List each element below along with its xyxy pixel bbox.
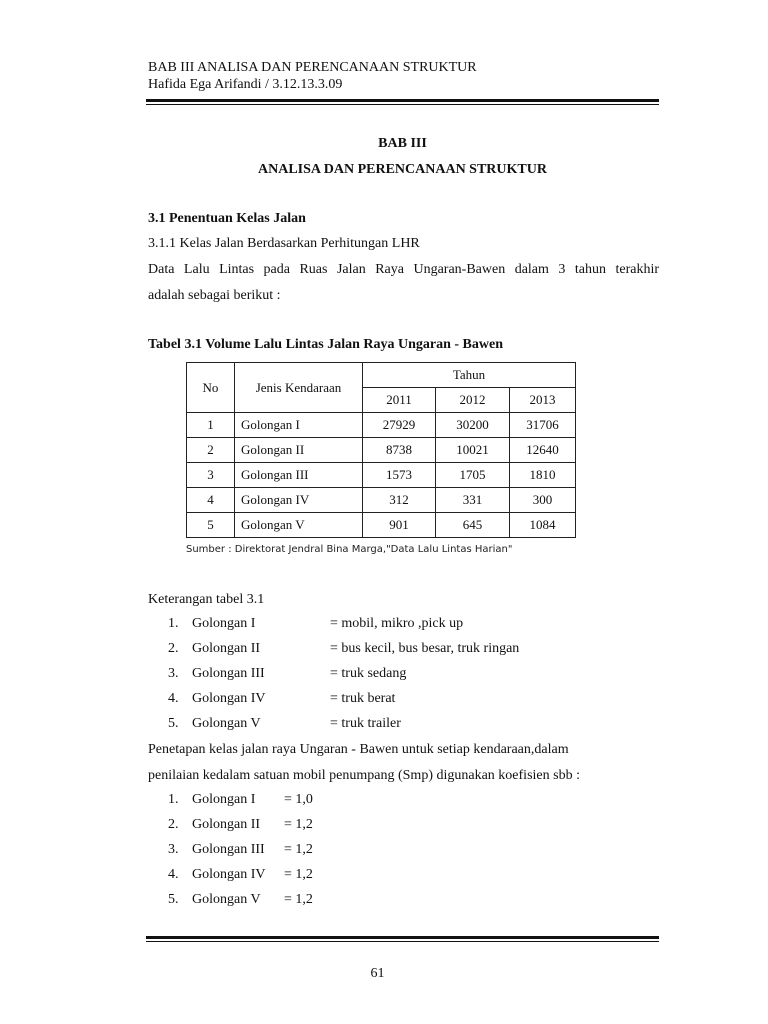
cell-2012: 331 — [436, 488, 510, 513]
list-item — [168, 716, 648, 741]
cell-2011: 901 — [363, 513, 436, 538]
item-number: 3. — [168, 842, 179, 857]
cell-no: 1 — [187, 413, 235, 438]
penetapan-line-1: Penetapan kelas jalan raya Ungaran - Bawen untuk setiap kendaraan,dalam — [148, 742, 569, 757]
list-item — [168, 817, 468, 842]
cell-2013: 1810 — [510, 463, 576, 488]
cell-no: 5 — [187, 513, 235, 538]
paragraph-line-2: adalah sebagai berikut : — [148, 288, 281, 303]
cell-no: 3 — [187, 463, 235, 488]
keterangan-list — [168, 616, 648, 741]
paragraph-word: Raya — [375, 262, 404, 277]
item-label: Golongan I — [192, 616, 256, 631]
item-desc: = mobil, mikro ,pick up — [330, 616, 464, 631]
item-label: Golongan II — [192, 641, 261, 656]
page-number: 61 — [370, 966, 385, 981]
item-label: Golongan III — [192, 842, 265, 857]
paragraph-word: dalam — [514, 262, 549, 277]
cell-2013: 31706 — [510, 413, 576, 438]
item-desc: = truk trailer — [330, 716, 401, 731]
table-source: Sumber : Direktorat Jendral Bina Marga,"Data Lalu Lintas Harian" — [186, 544, 513, 555]
header-rule-thick — [146, 99, 659, 102]
cell-2012: 30200 — [436, 413, 510, 438]
item-value: = 1,0 — [284, 792, 313, 807]
running-header-title: BAB III ANALISA DAN PERENCANAAN STRUKTUR — [148, 60, 477, 75]
keterangan-title: Keterangan tabel 3.1 — [148, 592, 265, 607]
paragraph-word: 3 — [558, 262, 566, 277]
table-row — [187, 488, 576, 513]
subsection-heading: 3.1.1 Kelas Jalan Berdasarkan Perhitungan LHR — [148, 236, 420, 251]
table-row — [187, 513, 576, 538]
cell-2013: 300 — [510, 488, 576, 513]
item-number: 2. — [168, 641, 179, 656]
list-item — [168, 691, 648, 716]
cell-no: 4 — [187, 488, 235, 513]
paragraph-word: Lalu — [183, 262, 210, 277]
footer-rule-thick — [146, 936, 659, 939]
paragraph-line-1 — [148, 262, 659, 278]
cell-no: 2 — [187, 438, 235, 463]
item-label: Golongan I — [192, 792, 256, 807]
chapter-title: ANALISA DAN PERENCANAAN STRUKTUR — [258, 162, 547, 177]
item-number: 5. — [168, 716, 179, 731]
item-label: Golongan V — [192, 716, 261, 731]
table-caption: Tabel 3.1 Volume Lalu Lintas Jalan Raya Ungaran - Bawen — [148, 337, 503, 352]
paragraph-word: terakhir — [615, 262, 659, 277]
koefisien-list — [168, 792, 468, 917]
item-label: Golongan V — [192, 892, 261, 907]
running-header-author: Hafida Ega Arifandi / 3.12.13.3.09 — [148, 77, 343, 92]
item-label: Golongan II — [192, 817, 261, 832]
cell-2011: 8738 — [363, 438, 436, 463]
section-heading: 3.1 Penentuan Kelas Jalan — [148, 211, 306, 226]
header-tahun: Tahun — [363, 363, 576, 388]
chapter-label: BAB III — [378, 136, 427, 151]
cell-jenis: Golongan V — [235, 513, 363, 538]
item-number: 4. — [168, 867, 179, 882]
table-row — [187, 413, 576, 438]
cell-jenis: Golongan II — [235, 438, 363, 463]
item-value: = 1,2 — [284, 842, 313, 857]
cell-2012: 645 — [436, 513, 510, 538]
item-value: = 1,2 — [284, 817, 313, 832]
item-number: 5. — [168, 892, 179, 907]
header-year-2011: 2011 — [363, 388, 436, 413]
paragraph-word: Data — [148, 262, 175, 277]
item-number: 3. — [168, 666, 179, 681]
cell-jenis: Golongan III — [235, 463, 363, 488]
item-desc: = bus kecil, bus besar, truk ringan — [330, 641, 520, 656]
item-value: = 1,2 — [284, 867, 313, 882]
traffic-volume-table — [186, 362, 576, 538]
list-item — [168, 842, 468, 867]
table-row — [187, 438, 576, 463]
header-no: No — [187, 363, 235, 413]
paragraph-word: Lintas — [219, 262, 255, 277]
cell-2013: 1084 — [510, 513, 576, 538]
cell-2012: 10021 — [436, 438, 510, 463]
item-label: Golongan IV — [192, 867, 266, 882]
item-number: 2. — [168, 817, 179, 832]
paragraph-word: Ungaran-Bawen — [413, 262, 506, 277]
cell-2011: 1573 — [363, 463, 436, 488]
item-desc: = truk sedang — [330, 666, 407, 681]
table-row — [187, 463, 576, 488]
paragraph-word: tahun — [574, 262, 606, 277]
penetapan-line-2: penilaian kedalam satuan mobil penumpang (Smp) digunakan koefisien sbb : — [148, 768, 580, 783]
item-label: Golongan IV — [192, 691, 266, 706]
item-value: = 1,2 — [284, 892, 313, 907]
paragraph-word: Jalan — [336, 262, 366, 277]
paragraph-word: pada — [263, 262, 290, 277]
cell-2011: 312 — [363, 488, 436, 513]
list-item — [168, 867, 468, 892]
header-rule-thin — [146, 104, 659, 105]
list-item — [168, 616, 648, 641]
item-desc: = truk berat — [330, 691, 396, 706]
footer-rule-thin — [146, 941, 659, 942]
cell-jenis: Golongan I — [235, 413, 363, 438]
item-label: Golongan III — [192, 666, 265, 681]
item-number: 4. — [168, 691, 179, 706]
item-number: 1. — [168, 792, 179, 807]
cell-jenis: Golongan IV — [235, 488, 363, 513]
cell-2012: 1705 — [436, 463, 510, 488]
header-year-2012: 2012 — [436, 388, 510, 413]
cell-2011: 27929 — [363, 413, 436, 438]
header-jenis-kendaraan: Jenis Kendaraan — [235, 363, 363, 413]
list-item — [168, 641, 648, 666]
list-item — [168, 666, 648, 691]
list-item — [168, 892, 468, 917]
paragraph-word: Ruas — [299, 262, 328, 277]
cell-2013: 12640 — [510, 438, 576, 463]
list-item — [168, 792, 468, 817]
header-year-2013: 2013 — [510, 388, 576, 413]
item-number: 1. — [168, 616, 179, 631]
